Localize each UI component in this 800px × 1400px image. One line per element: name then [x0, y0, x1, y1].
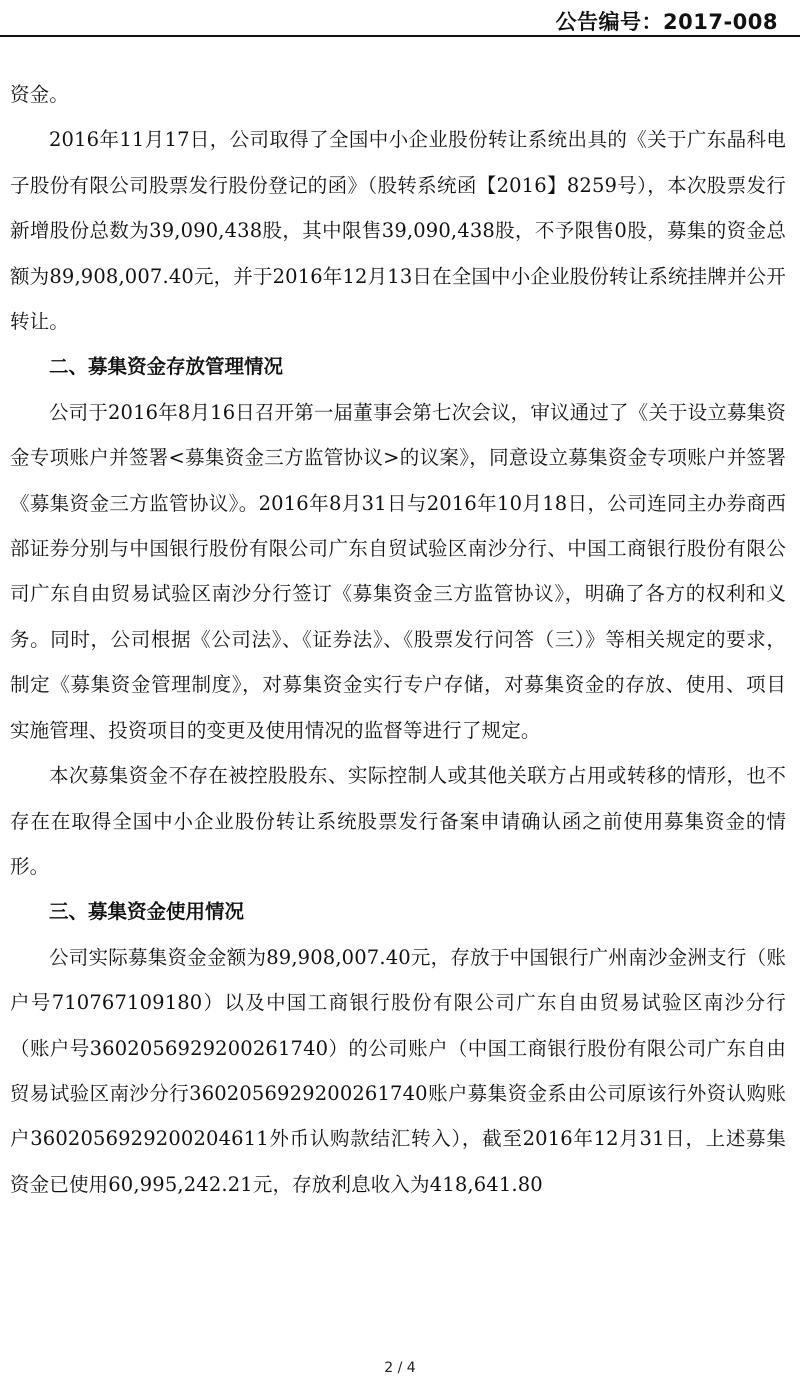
paragraph-fund-usage: 公司实际募集资金金额为89,908,007.40元，存放于中国银行广州南沙金洲支行（账户号710767109180）以及中国工商银行股份有限公司广东自由贸易试验区南沙分行（账户号3602056929200261740）的公司账户（中国工商银行股份有限公司广东自由贸易试验区南沙分行3602056929200261740账户募集资金系由公司原该行外资认购账户3602056929200204611外币认购款结汇转入），截至2016年12月31日，上述募集资金已使用60,995,242.21元，存放利息收入为418,641.80 — [10, 945, 786, 1196]
paragraph-continuation: 资金。 — [10, 83, 69, 106]
header-divider — [0, 35, 800, 37]
announcement-number: 公告编号：2017-008 — [555, 10, 778, 34]
paragraph-no-misuse: 本次募集资金不存在被控股股东、实际控制人或其他关联方占用或转移的情形，也不存在在取得全国中小企业股份转让系统股票发行备案申请确认函之前使用募集资金的情形。 — [10, 764, 786, 878]
paragraph-share-registration: 2016年11月17日，公司取得了全国中小企业股份转让系统出具的《关于广东晶科电子股份有限公司股票发行股份登记的函》（股转系统函【2016】8259号），本次股票发行新增股份总数为39,090,438股，其中限售39,090,438股，不予限售0股，募集的资金总额为89,908,007.40元，并于2016年12月13日在全国中小企业股份转让系统挂牌并公开转让。 — [10, 128, 786, 334]
paragraph-fund-storage: 公司于2016年8月16日召开第一届董事会第七次会议，审议通过了《关于设立募集资金专项账户并签署<募集资金三方监管协议>的议案》，同意设立募集资金专项账户并签署《募集资金三方监管协议》。2016年8月31日与2016年10月18日，公司连同主办券商西部证券分别与中国银行股份有限公司广东自贸试验区南沙分行、中国工商银行股份有限公司广东自由贸易试验区南沙分行签订《募集资金三方监管协议》，明确了各方的权利和义务。同时，公司根据《公司法》、《证券法》、《股票发行问答（三）》等相关规定的要求，制定《募集资金管理制度》，对募集资金实行专户存储，对募集资金的存放、使用、项目实施管理、投资项目的变更及使用情况的监督等进行了规定。 — [10, 400, 786, 742]
section-title-fund-usage: 三、募集资金使用情况 — [49, 900, 245, 924]
document-body — [10, 72, 786, 1207]
section-title-fund-storage: 二、募集资金存放管理情况 — [49, 355, 284, 379]
page-number: 2 / 4 — [384, 1360, 416, 1376]
page-header — [0, 0, 800, 40]
